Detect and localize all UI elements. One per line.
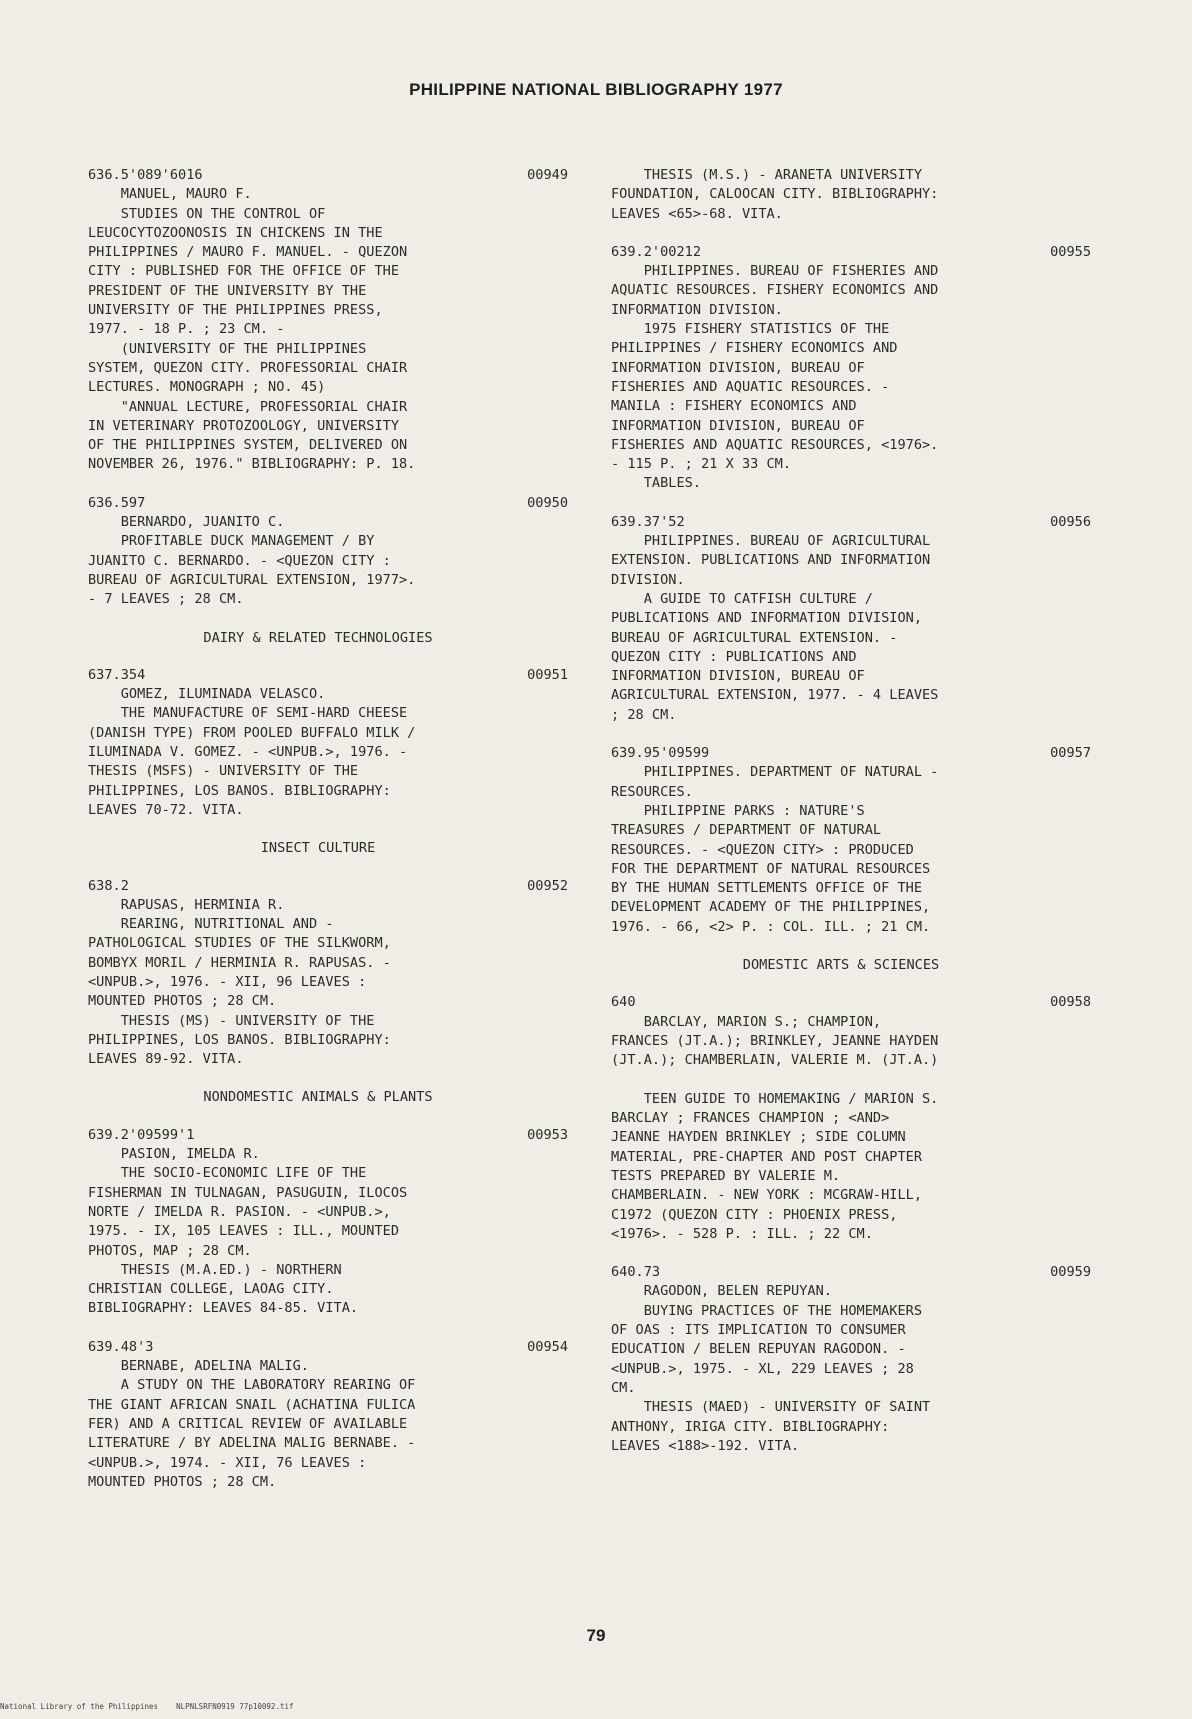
- entry-line: OF OAS : ITS IMPLICATION TO CONSUMER: [611, 1322, 906, 1339]
- entry-header: [88, 1338, 568, 1357]
- entry-line: ANTHONY, IRIGA CITY. BIBLIOGRAPHY:: [611, 1418, 890, 1435]
- entry-line: THE MANUFACTURE OF SEMI-HARD CHEESE: [88, 705, 408, 722]
- entry-line: TABLES.: [611, 475, 702, 492]
- entry-line: PHILIPPINES / MAURO F. MANUEL. - QUEZON: [88, 244, 408, 261]
- classification-number: 637.354: [88, 666, 146, 683]
- classification-number: 639.95'09599: [611, 745, 710, 762]
- entry-line: (UNIVERSITY OF THE PHILIPPINES: [88, 340, 367, 357]
- entry-continuation: [611, 166, 1091, 224]
- entry-line: ; 28 CM.: [611, 706, 677, 723]
- entry-number: 00955: [1050, 243, 1091, 260]
- entry-line: LEAVES 89-92. VITA.: [88, 1051, 244, 1068]
- entry-line: THE GIANT AFRICAN SNAIL (ACHATINA FULICA: [88, 1396, 416, 1413]
- entry-line: <UNPUB.>, 1974. - XII, 76 LEAVES :: [88, 1454, 367, 1471]
- entry-line: C1972 (QUEZON CITY : PHOENIX PRESS,: [611, 1206, 898, 1223]
- entry-header: [611, 744, 1091, 763]
- entry-line: BIBLIOGRAPHY: LEAVES 84-85. VITA.: [88, 1300, 359, 1317]
- bibliographic-entry: [611, 243, 1091, 494]
- entry-line: PHILIPPINES. DEPARTMENT OF NATURAL -: [611, 764, 939, 781]
- entry-line: INFORMATION DIVISION, BUREAU OF: [611, 359, 865, 376]
- classification-number: 639.2'09599'1: [88, 1126, 195, 1143]
- entry-line: BUREAU OF AGRICULTURAL EXTENSION. -: [611, 629, 898, 646]
- entry-line: QUEZON CITY : PUBLICATIONS AND: [611, 648, 857, 665]
- entry-line: DIVISION.: [611, 571, 685, 588]
- bibliographic-entry: [88, 666, 568, 820]
- entry-line: PRESIDENT OF THE UNIVERSITY BY THE: [88, 282, 367, 299]
- section-heading: INSECT CULTURE: [260, 840, 376, 857]
- entry-line: BERNARDO, JUANITO C.: [88, 514, 285, 531]
- entry-number: 00956: [1050, 513, 1091, 530]
- entry-line: RESOURCES. - <QUEZON CITY> : PRODUCED: [611, 841, 914, 858]
- left-column: [88, 166, 568, 1511]
- bibliographic-entry: [88, 166, 568, 475]
- entry-number: 00958: [1050, 994, 1091, 1011]
- entry-header: [88, 877, 568, 896]
- entry-line: CM.: [611, 1379, 636, 1396]
- classification-number: 636.5'089'6016: [88, 167, 203, 183]
- entry-line: RAPUSAS, HERMINIA R.: [88, 896, 285, 913]
- entry-line: BARCLAY ; FRANCES CHAMPION ; <AND>: [611, 1110, 890, 1127]
- entry-line: "ANNUAL LECTURE, PROFESSORIAL CHAIR: [88, 398, 408, 415]
- bibliographic-entry: [611, 1263, 1091, 1456]
- right-column: [611, 166, 1091, 1475]
- entry-line: TEEN GUIDE TO HOMEMAKING / MARION S.: [611, 1090, 939, 1107]
- section-heading: DOMESTIC ARTS & SCIENCES: [742, 956, 940, 973]
- entry-line: PASION, IMELDA R.: [88, 1146, 260, 1163]
- entry-line: <1976>. - 528 P. : ILL. ; 22 CM.: [611, 1225, 873, 1242]
- entry-line: NORTE / IMELDA R. PASION. - <UNPUB.>,: [88, 1203, 391, 1220]
- entry-line: CHRISTIAN COLLEGE, LAOAG CITY.: [88, 1281, 334, 1298]
- page-title: PHILIPPINE NATIONAL BIBLIOGRAPHY 1977: [409, 80, 783, 99]
- entry-number: 00953: [527, 1126, 568, 1143]
- entry-header: [88, 1126, 568, 1145]
- entry-line: DEVELOPMENT ACADEMY OF THE PHILIPPINES,: [611, 899, 931, 916]
- entry-line: PHILIPPINES, LOS BANOS. BIBLIOGRAPHY:: [88, 782, 391, 799]
- entry-line: LECTURES. MONOGRAPH ; NO. 45): [88, 379, 326, 396]
- entry-number: 00954: [527, 1338, 568, 1355]
- bibliographic-entry: [611, 513, 1091, 725]
- bibliographic-entry: [88, 877, 568, 1070]
- entry-header: [88, 166, 568, 185]
- page-number: 79: [586, 1626, 606, 1645]
- entry-header: [611, 1263, 1091, 1282]
- entry-line: BARCLAY, MARION S.; CHAMPION,: [611, 1013, 882, 1030]
- entry-line: BY THE HUMAN SETTLEMENTS OFFICE OF THE: [611, 880, 922, 897]
- entry-line: EXTENSION. PUBLICATIONS AND INFORMATION: [611, 552, 931, 569]
- bibliographic-entry: [88, 494, 568, 610]
- entry-line: (JT.A.); CHAMBERLAIN, VALERIE M. (JT.A.): [611, 1052, 939, 1069]
- entry-line: LEAVES <188>-192. VITA.: [611, 1437, 800, 1454]
- entry-line: ILUMINADA V. GOMEZ. - <UNPUB.>, 1976. -: [88, 744, 408, 761]
- entry-line: - 7 LEAVES ; 28 CM.: [88, 591, 244, 608]
- entry-line: INFORMATION DIVISION, BUREAU OF: [611, 417, 865, 434]
- entry-line: AGRICULTURAL EXTENSION, 1977. - 4 LEAVES: [611, 687, 939, 704]
- entry-line: THESIS (M.S.) - ARANETA UNIVERSITY: [611, 167, 922, 183]
- entry-line: MANILA : FISHERY ECONOMICS AND: [611, 398, 857, 415]
- entry-number: 00950: [527, 494, 568, 511]
- entry-line: MATERIAL, PRE-CHAPTER AND POST CHAPTER: [611, 1148, 922, 1165]
- entry-line: STUDIES ON THE CONTROL OF: [88, 205, 326, 222]
- entry-line: TREASURES / DEPARTMENT OF NATURAL: [611, 822, 882, 839]
- entry-number: 00951: [527, 666, 568, 683]
- entry-line: IN VETERINARY PROTOZOOLOGY, UNIVERSITY: [88, 417, 399, 434]
- entry-line: RAGODON, BELEN REPUYAN.: [611, 1283, 832, 1300]
- entry-line: FRANCES (JT.A.); BRINKLEY, JEANNE HAYDEN: [611, 1032, 939, 1049]
- entry-line: FISHERMAN IN TULNAGAN, PASUGUIN, ILOCOS: [88, 1184, 408, 1201]
- entry-line: PHILIPPINE PARKS : NATURE'S: [611, 802, 865, 819]
- entry-line: PHILIPPINES / FISHERY ECONOMICS AND: [611, 340, 898, 357]
- entry-line: PHOTOS, MAP ; 28 CM.: [88, 1242, 252, 1259]
- entry-line: FER) AND A CRITICAL REVIEW OF AVAILABLE: [88, 1415, 408, 1432]
- entry-line: RESOURCES.: [611, 783, 693, 800]
- entry-line: OF THE PHILIPPINES SYSTEM, DELIVERED ON: [88, 437, 408, 454]
- entry-line: JUANITO C. BERNARDO. - <QUEZON CITY :: [88, 552, 391, 569]
- section-heading: NONDOMESTIC ANIMALS & PLANTS: [203, 1089, 433, 1106]
- entry-line: THESIS (MS) - UNIVERSITY OF THE: [88, 1012, 375, 1029]
- entry-line: PHILIPPINES, LOS BANOS. BIBLIOGRAPHY:: [88, 1031, 391, 1048]
- entry-line: LEUCOCYTOZOONOSIS IN CHICKENS IN THE: [88, 224, 383, 241]
- entry-line: NOVEMBER 26, 1976." BIBLIOGRAPHY: P. 18.: [88, 456, 416, 473]
- bibliographic-entry: [88, 1126, 568, 1319]
- entry-header: [88, 494, 568, 513]
- entry-line: MOUNTED PHOTOS ; 28 CM.: [88, 1473, 277, 1490]
- classification-number: 640.73: [611, 1264, 661, 1281]
- entry-line: PROFITABLE DUCK MANAGEMENT / BY: [88, 533, 375, 550]
- entry-line: (DANISH TYPE) FROM POOLED BUFFALO MILK /: [88, 724, 416, 741]
- entry-line: LEAVES <65>-68. VITA.: [611, 205, 783, 222]
- entry-line: LEAVES 70-72. VITA.: [88, 801, 244, 818]
- entry-line: SYSTEM, QUEZON CITY. PROFESSORIAL CHAIR: [88, 359, 408, 376]
- entry-number: 00949: [527, 167, 568, 183]
- bibliographic-entry: [611, 744, 1091, 937]
- section-heading: DAIRY & RELATED TECHNOLOGIES: [203, 629, 433, 646]
- entry-line: <UNPUB.>, 1976. - XII, 96 LEAVES :: [88, 973, 367, 990]
- classification-number: 640: [611, 994, 636, 1011]
- entry-line: BUREAU OF AGRICULTURAL EXTENSION, 1977>.: [88, 571, 416, 588]
- entry-line: UNIVERSITY OF THE PHILIPPINES PRESS,: [88, 302, 383, 319]
- entry-line: INFORMATION DIVISION.: [611, 301, 783, 318]
- entry-line: CHAMBERLAIN. - NEW YORK : MCGRAW-HILL,: [611, 1187, 922, 1204]
- entry-line: THE SOCIO-ECONOMIC LIFE OF THE: [88, 1165, 367, 1182]
- entry-line: <UNPUB.>, 1975. - XL, 229 LEAVES ; 28: [611, 1360, 914, 1377]
- bibliographic-entry: [611, 993, 1091, 1244]
- entry-line: INFORMATION DIVISION, BUREAU OF: [611, 668, 865, 685]
- scan-footer: National Library of the Philippines NLPNLSRFN0919 77p10092.tif: [0, 1702, 294, 1711]
- entry-line: PATHOLOGICAL STUDIES OF THE SILKWORM,: [88, 935, 391, 952]
- entry-line: 1977. - 18 P. ; 23 CM. -: [88, 321, 285, 338]
- entry-header: [611, 243, 1091, 262]
- entry-header: [611, 513, 1091, 532]
- entry-line: BUYING PRACTICES OF THE HOMEMAKERS: [611, 1302, 922, 1319]
- entry-line: GOMEZ, ILUMINADA VELASCO.: [88, 686, 326, 703]
- entry-line: BERNABE, ADELINA MALIG.: [88, 1358, 309, 1375]
- entry-number: 00957: [1050, 745, 1091, 762]
- entry-line: 1976. - 66, <2> P. : COL. ILL. ; 21 CM.: [611, 918, 931, 935]
- entry-line: - 115 P. ; 21 X 33 CM.: [611, 456, 792, 473]
- entry-line: PHILIPPINES. BUREAU OF FISHERIES AND: [611, 263, 939, 280]
- entry-line: THESIS (MAED) - UNIVERSITY OF SAINT: [611, 1399, 931, 1416]
- entry-line: BOMBYX MORIL / HERMINIA R. RAPUSAS. -: [88, 954, 391, 971]
- entry-line: A GUIDE TO CATFISH CULTURE /: [611, 590, 873, 607]
- entry-line: PUBLICATIONS AND INFORMATION DIVISION,: [611, 610, 922, 627]
- entry-line: TESTS PREPARED BY VALERIE M.: [611, 1167, 841, 1184]
- entry-header: [611, 993, 1091, 1012]
- entry-line: 1975. - IX, 105 LEAVES : ILL., MOUNTED: [88, 1223, 399, 1240]
- entry-line: FOUNDATION, CALOOCAN CITY. BIBLIOGRAPHY:: [611, 186, 939, 203]
- entry-line: FISHERIES AND AQUATIC RESOURCES. -: [611, 378, 890, 395]
- entry-line: THESIS (M.A.ED.) - NORTHERN: [88, 1261, 342, 1278]
- bibliographic-entry: [88, 1338, 568, 1492]
- classification-number: 638.2: [88, 877, 129, 894]
- entry-line: 1975 FISHERY STATISTICS OF THE: [611, 321, 890, 338]
- entry-line: FOR THE DEPARTMENT OF NATURAL RESOURCES: [611, 860, 931, 877]
- classification-number: 639.48'3: [88, 1338, 154, 1355]
- entry-line: LITERATURE / BY ADELINA MALIG BERNABE. -: [88, 1435, 416, 1452]
- entry-line: MOUNTED PHOTOS ; 28 CM.: [88, 993, 277, 1010]
- entry-line: A STUDY ON THE LABORATORY REARING OF: [88, 1377, 416, 1394]
- entry-line: PHILIPPINES. BUREAU OF AGRICULTURAL: [611, 533, 931, 550]
- entry-line: JEANNE HAYDEN BRINKLEY ; SIDE COLUMN: [611, 1129, 906, 1146]
- classification-number: 639.37'52: [611, 513, 685, 530]
- classification-number: 636.597: [88, 494, 146, 511]
- entry-line: [611, 1070, 1091, 1089]
- entry-line: MANUEL, MAURO F.: [88, 186, 252, 203]
- classification-number: 639.2'00212: [611, 243, 702, 260]
- entry-header: [88, 666, 568, 685]
- entry-line: FISHERIES AND AQUATIC RESOURCES, <1976>.: [611, 436, 939, 453]
- entry-number: 00952: [527, 877, 568, 894]
- entry-line: THESIS (MSFS) - UNIVERSITY OF THE: [88, 763, 359, 780]
- entry-line: CITY : PUBLISHED FOR THE OFFICE OF THE: [88, 263, 399, 280]
- entry-line: AQUATIC RESOURCES. FISHERY ECONOMICS AND: [611, 282, 939, 299]
- entry-number: 00959: [1050, 1264, 1091, 1281]
- entry-line: EDUCATION / BELEN REPUYAN RAGODON. -: [611, 1341, 906, 1358]
- entry-line: REARING, NUTRITIONAL AND -: [88, 916, 334, 933]
